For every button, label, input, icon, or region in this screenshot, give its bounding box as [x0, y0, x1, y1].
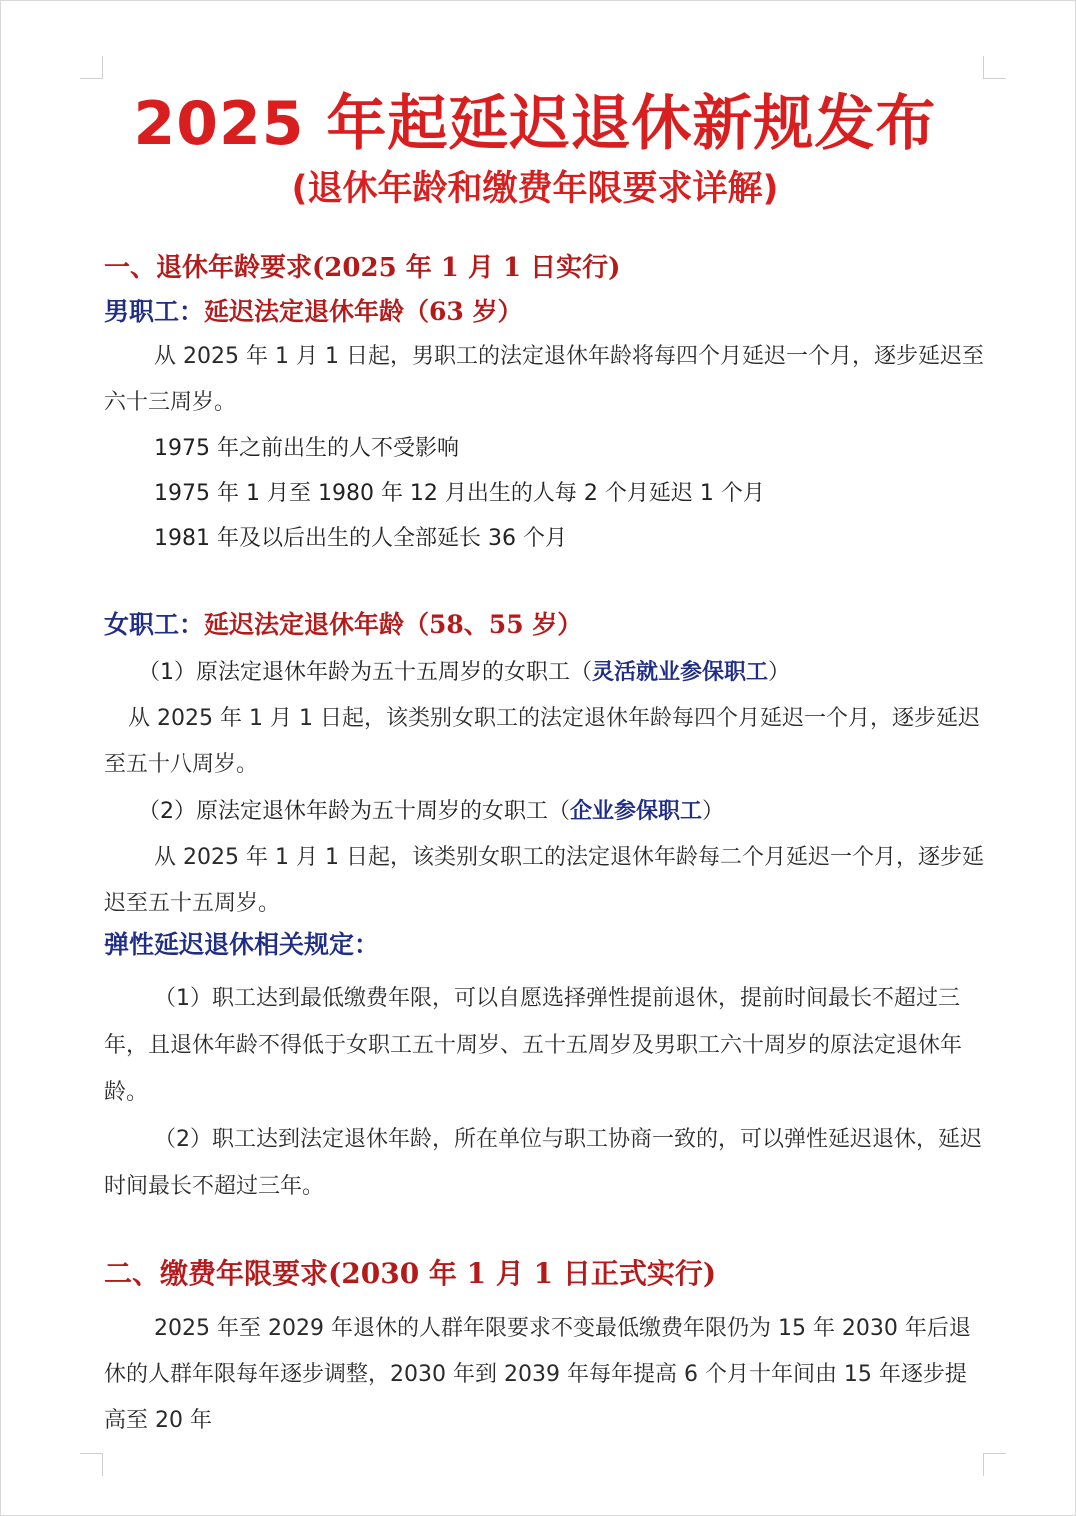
- flex-heading: 弹性延迟退休相关规定：: [104, 930, 380, 959]
- crop-mark-top-left: [80, 56, 103, 79]
- female-title: 延迟法定退休年龄（58、55 岁）: [204, 610, 583, 639]
- male-body: 从 2025 年 1 月 1 日起，男职工的法定退休年龄将每四个月延迟一个月，逐步延迟至六十三周岁。: [104, 344, 984, 415]
- document-body: [104, 80, 984, 1444]
- female-category-1-body: 从 2025 年 1 月 1 日起，该类别女职工的法定退休年龄每四个月延迟一个月，逐步延迟至五十八周岁。: [104, 706, 980, 777]
- female-category-2-highlight: 企业参保职工: [570, 798, 703, 824]
- male-item-1: 1975 年之前出生的人不受影响: [154, 436, 459, 461]
- male-heading: [104, 294, 984, 330]
- female-category-1: [104, 649, 984, 696]
- section2-heading: 二、缴费年限要求(2030 年 1 月 1 日正式实行): [104, 1257, 717, 1290]
- flex-rule-2: （2）职工达到法定退休年龄，所在单位与职工协商一致的，可以弹性延迟退休，延迟时间最长不超过三年。: [104, 1127, 982, 1199]
- page-subtitle: (退休年龄和缴费年限要求详解): [291, 169, 779, 209]
- female-category-2-close: ）: [702, 799, 725, 824]
- male-item-2: 1975 年 1 月至 1980 年 12 月出生的人每 2 个月延迟 1 个月: [154, 481, 765, 506]
- female-label: 女职工：: [104, 610, 205, 639]
- crop-mark-bottom-right: [983, 1453, 1006, 1476]
- male-item-3: 1981 年及以后出生的人全部延长 36 个月: [154, 526, 567, 551]
- female-category-1-highlight: 灵活就业参保职工: [592, 659, 769, 685]
- male-label: 男职工：: [104, 297, 205, 326]
- crop-mark-bottom-left: [80, 1453, 103, 1476]
- section1-heading: 一、退休年龄要求(2025 年 1 月 1 日实行): [104, 253, 621, 283]
- crop-mark-top-right: [983, 56, 1006, 79]
- female-heading: [104, 607, 984, 643]
- female-category-1-close: ）: [768, 660, 791, 685]
- female-category-2-body: 从 2025 年 1 月 1 日起，该类别女职工的法定退休年龄每二个月延迟一个月，逐步延迟至五十五周岁。: [104, 845, 984, 916]
- male-title: 延迟法定退休年龄（63 岁）: [204, 297, 523, 326]
- flex-rule-1: （1）职工达到最低缴费年限，可以自愿选择弹性提前退休，提前时间最长不超过三年，且退休年龄不得低于女职工五十周岁、五十五周岁及男职工六十周岁的原法定退休年龄。: [104, 986, 963, 1105]
- section2-body: 2025 年至 2029 年退休的人群年限要求不变最低缴费年限仍为 15 年 2030 年后退休的人群年限每年逐步调整，2030 年到 2039 年每年提高 6 个月十年间由 15 年逐步提高至 20 年: [104, 1316, 971, 1433]
- page-title: 2025 年起延迟退休新规发布: [133, 89, 937, 159]
- female-category-1-text: （1）原法定退休年龄为五十五周岁的女职工（: [138, 660, 592, 685]
- female-category-2: [104, 788, 984, 835]
- female-category-2-text: （2）原法定退休年龄为五十周岁的女职工（: [138, 799, 570, 824]
